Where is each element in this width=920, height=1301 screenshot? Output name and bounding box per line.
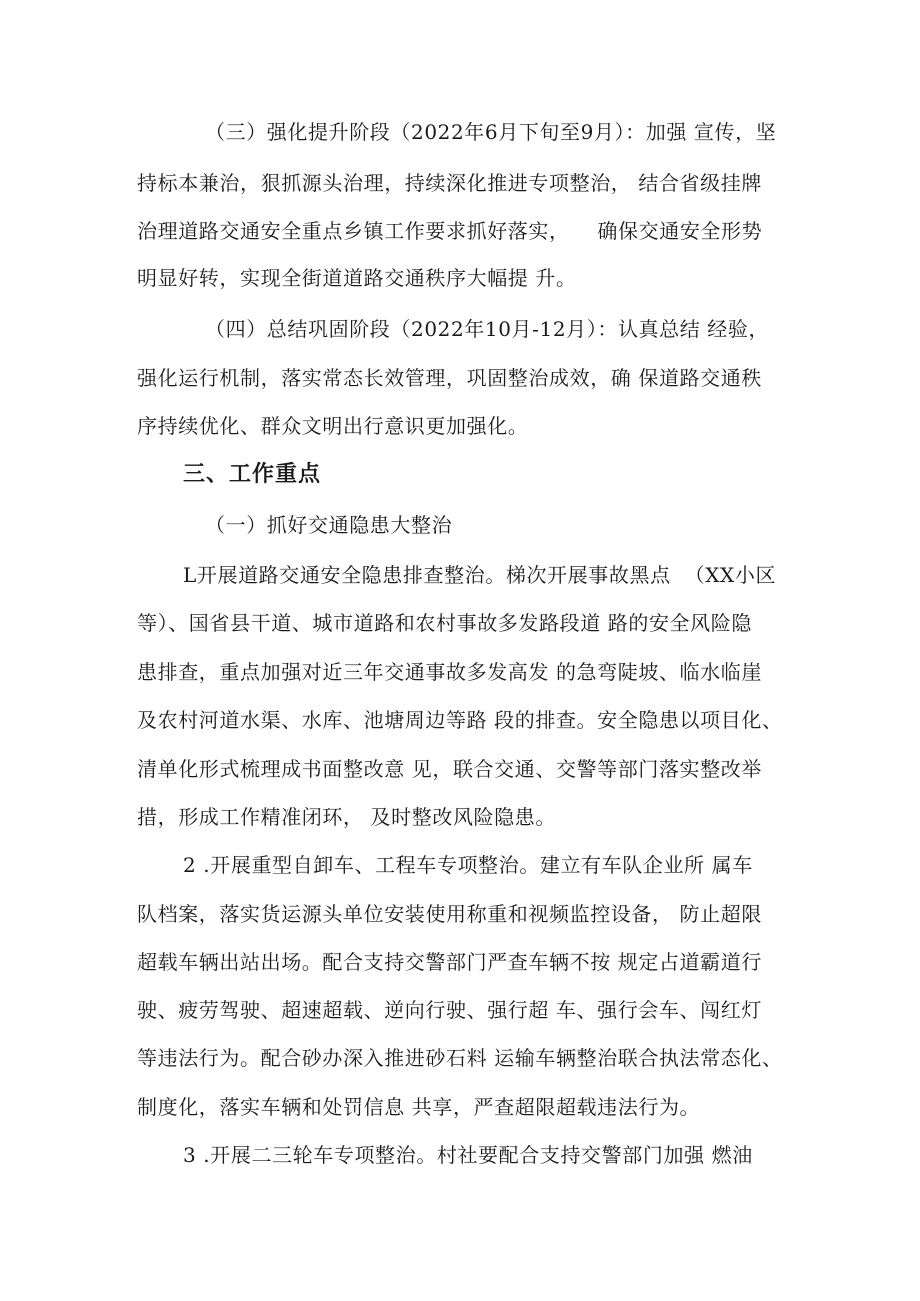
paragraph-stage3-line4: 明显好转，实现全街道道路交通秩序大幅提 升。 xyxy=(137,266,577,290)
item3-line1: 3 .开展二三轮车专项整治。村社要配合支持交警部门加强 燃油 xyxy=(183,1143,753,1167)
paragraph-stage3-line1: （三）强化提升阶段（2022年6月下旬至9月）：加强 宣传，坚 xyxy=(205,120,777,144)
item2-line5: 等违法行为。配合砂办深入推进砂石料 运输车辆整治联合执法常态化、 xyxy=(137,1046,783,1070)
paragraph-stage4-line3: 序持续优化、群众文明出行意识更加强化。 xyxy=(137,414,529,438)
item1-line3: 患排查，重点加强对近三年交通事故多发高发 的急弯陡坡、临水临崖 xyxy=(137,660,762,684)
paragraph-stage3-line3: 治理道路交通安全重点乡镇工作要求抓好落实， 确保交通安全形势 xyxy=(137,219,763,243)
item2-line3: 超载车辆出站出场。配合支持交警部门严查车辆不按 规定占道霸道行 xyxy=(137,950,762,974)
item2-line4: 驶、疲劳驾驶、超速超载、逆向行驶、强行超 车、强行会车、闯红灯 xyxy=(137,998,762,1022)
paragraph-stage4-line2: 强化运行机制，落实常态长效管理，巩固整治成效，确 保道路交通秩 xyxy=(137,366,762,390)
section-heading: 三、工作重点 xyxy=(183,462,322,487)
item2-line1: 2 .开展重型自卸车、工程车专项整治。建立有车队企业所 属车 xyxy=(183,853,753,877)
item2-line6: 制度化，落实车辆和处罚信息 共享，严查超限超载违法行为。 xyxy=(137,1095,701,1119)
paragraph-stage4-line1: （四）总结巩固阶段（2022年10月-12月）：认真总结 经验， xyxy=(205,317,770,341)
item1-line1: L开展道路交通安全隐患排查整治。梯次开展事故黑点 （XX小区 xyxy=(183,563,777,587)
item1-line5: 清单化形式梳理成书面整改意 见，联合交通、交警等部门落实整改举 xyxy=(137,757,762,781)
paragraph-stage3-line2: 持标本兼治，狠抓源头治理，持续深化推进专项整治， 结合省级挂牌 xyxy=(137,171,762,195)
item2-line2: 队档案，落实货运源头单位安装使用称重和视频监控设备， 防止超限 xyxy=(137,902,762,926)
subsection-heading: （一）抓好交通隐患大整治 xyxy=(205,513,453,537)
item1-line2: 等）、国省县干道、城市道路和农村事故多发路段道 路的安全风险隐 xyxy=(137,611,752,635)
item1-line6: 措，形成工作精准闭环， 及时整改风险隐患。 xyxy=(137,805,556,829)
item1-line4: 及农村河道水渠、水库、池塘周边等路 段的排查。安全隐患以项目化、 xyxy=(137,708,783,732)
